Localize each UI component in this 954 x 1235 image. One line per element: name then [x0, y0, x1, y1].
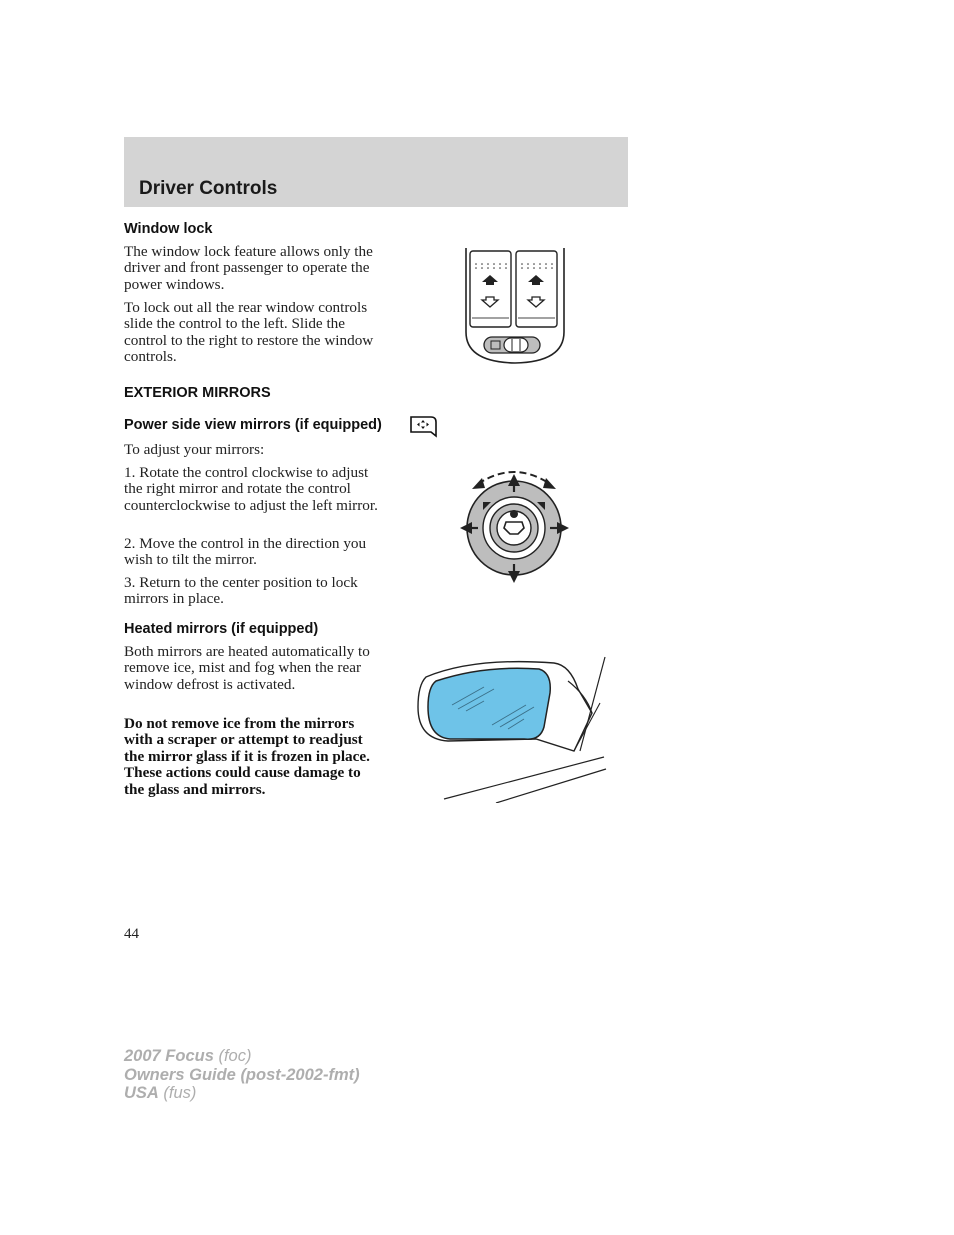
power-mirrors-heading: Power side view mirrors (if equipped): [124, 417, 382, 433]
footer-model: 2007 Focus: [124, 1047, 214, 1065]
heated-mirrors-warning: Do not remove ice from the mirrors with a scraper or attempt to readjust the mirror glass if it is frozen in place. These actions could cause damage to the glass and mirrors.: [124, 715, 370, 798]
page-title: Driver Controls: [139, 178, 278, 199]
footer-market-code: (fus): [158, 1084, 197, 1102]
mirrors-step-1: 1. Rotate the control clockwise to adjust the right mirror and rotate the control counterclockwise to adjust the left mirror.: [124, 464, 378, 514]
mirror-control-icon: [409, 414, 439, 438]
heated-mirror-illustration: [414, 655, 609, 803]
heated-mirrors-heading: Heated mirrors (if equipped): [124, 621, 319, 637]
mirrors-step-3: 3. Return to the center position to lock mirrors in place.: [124, 574, 358, 608]
mirrors-step-2: 2. Move the control in the direction you wish to tilt the mirror.: [124, 535, 367, 569]
page-number: 44: [124, 926, 139, 942]
footer-model-code: (foc): [213, 1047, 252, 1065]
window-lock-heading: Window lock: [124, 221, 213, 237]
mirror-joystick-illustration: [458, 462, 574, 586]
window-switch-illustration: [460, 244, 570, 366]
heated-mirrors-para: Both mirrors are heated automatically to remove ice, mist and fog when the rear window defrost is activated.: [124, 643, 370, 693]
footer-market: USA: [124, 1084, 159, 1102]
window-lock-para-2: To lock out all the rear window controls slide the control to the left. Slide the control to the right to restore the window controls.: [124, 299, 374, 366]
footer-line-3: [124, 1084, 360, 1103]
mirrors-intro: To adjust your mirrors:: [124, 441, 265, 458]
exterior-mirrors-heading: EXTERIOR MIRRORS: [124, 385, 271, 401]
window-lock-para-1: The window lock feature allows only the driver and front passenger to operate the power windows.: [124, 243, 373, 293]
footer: [124, 1047, 360, 1103]
footer-line-1: [124, 1047, 360, 1066]
footer-line-2: Owners Guide (post-2002-fmt): [124, 1065, 360, 1084]
